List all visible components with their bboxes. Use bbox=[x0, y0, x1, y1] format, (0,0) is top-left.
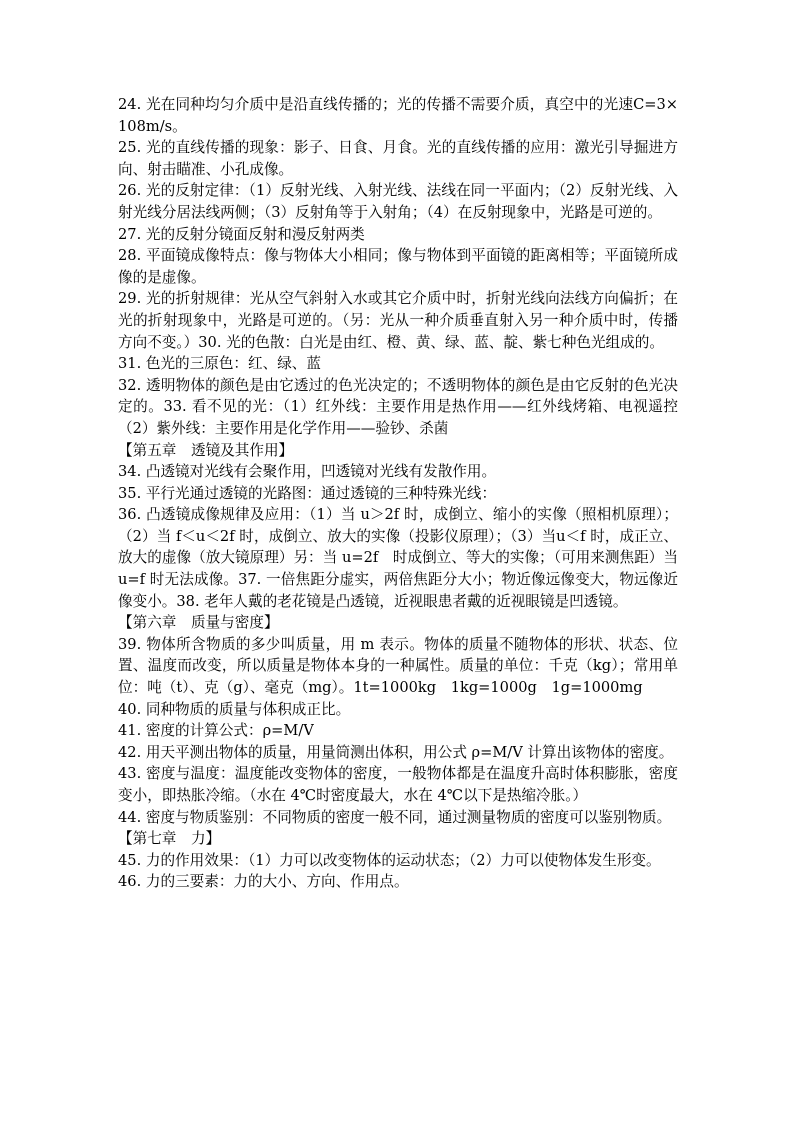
paragraph-26: 26. 光的反射定律：（1）反射光线、入射光线、法线在同一平面内；（2）反射光线、入射光线分居法线两侧；（3）反射角等于入射角；（4）在反射现象中，光路是可逆的。 bbox=[118, 182, 678, 221]
chapter-heading-7: 【第七章 力】 bbox=[118, 830, 221, 848]
paragraph-41: 41. 密度的计算公式：ρ=M/V bbox=[118, 722, 314, 740]
paragraph-35: 35. 平行光通过透镜的光路图：通过透镜的三种特殊光线： bbox=[118, 484, 497, 502]
paragraph-36-38: 36. 凸透镜成像规律及应用：（1）当 u＞2f 时，成倒立、缩小的实像（照相机原理）；（2）当 f＜u＜2f 时，成倒立、放大的实像（投影仪原理）；（3）当u＜f 时，成正立、放大的虚像（放大镜原理）另：当 u=2f 时成倒立、等大的实像；（可用来测焦距）当 u=f 时无法成像。37. 一倍焦距分虚实，两倍焦距分大小；物近像远像变大，物远像近像变小。38. 老年人戴的老花镜是凸透镜，近视眼患者戴的近视眼镜是凹透镜。 bbox=[118, 506, 678, 610]
paragraph-46: 46. 力的三要素：力的大小、方向、作用点。 bbox=[118, 873, 409, 891]
paragraph-43: 43. 密度与温度：温度能改变物体的密度，一般物体都是在温度升高时体积膨胀，密度变小，即热胀冷缩。（水在 4℃时密度最大，水在 4℃以下是热缩冷胀。） bbox=[118, 765, 678, 804]
paragraph-25: 25. 光的直线传播的现象：影子、日食、月食。光的直线传播的应用：激光引导掘进方向、射击瞄准、小孔成像。 bbox=[118, 139, 678, 178]
paragraph-45: 45. 力的作用效果：（1）力可以改变物体的运动状态；（2）力可以使物体发生形变。 bbox=[118, 851, 661, 869]
paragraph-29-30: 29. 光的折射规律：光从空气斜射入水或其它介质中时，折射光线向法线方向偏折；在光的折射现象中，光路是可逆的。（另：光从一种介质垂直射入另一种介质中时，传播方向不变。）30. 光的色散：白光是由红、橙、黄、绿、蓝、靛、紫七种色光组成的。 bbox=[118, 290, 678, 351]
paragraph-42: 42. 用天平测出物体的质量，用量筒测出体积，用公式 ρ=M/V 计算出该物体的密度。 bbox=[118, 743, 674, 761]
chapter-heading-5: 【第五章 透镜及其作用】 bbox=[118, 441, 294, 459]
paragraph-34: 34. 凸透镜对光线有会聚作用，凹透镜对光线有发散作用。 bbox=[118, 463, 497, 481]
paragraph-24: 24. 光在同种均匀介质中是沿直线传播的；光的传播不需要介质，真空中的光速C=3×108m/s。 bbox=[118, 96, 678, 135]
paragraph-32-33: 32. 透明物体的颜色是由它透过的色光决定的；不透明物体的颜色是由它反射的色光决定的。33. 看不见的光：（1）红外线：主要作用是热作用——红外线烤箱、电视遥控（2）紫外线：主要作用是化学作用——验钞、杀菌 bbox=[118, 376, 678, 437]
paragraph-31: 31. 色光的三原色：红、绿、蓝 bbox=[118, 355, 321, 373]
paragraph-44: 44. 密度与物质鉴别：不同物质的密度一般不同，通过测量物质的密度可以鉴别物质。 bbox=[118, 808, 672, 826]
paragraph-28: 28. 平面镜成像特点：像与物体大小相同；像与物体到平面镜的距离相等；平面镜所成像的是虚像。 bbox=[118, 247, 678, 286]
paragraph-27: 27. 光的反射分镜面反射和漫反射两类 bbox=[118, 225, 365, 243]
paragraph-39: 39. 物体所含物质的多少叫质量，用 m 表示。物体的质量不随物体的形状、状态、位置、温度而改变，所以质量是物体本身的一种属性。质量的单位：千克（kg）；常用单位：吨（t）、克（g）、毫克（mg）。1t=1000kg 1kg=1000g 1g=1000mg bbox=[118, 635, 678, 697]
document-page bbox=[118, 94, 678, 893]
chapter-heading-6: 【第六章 质量与密度】 bbox=[118, 614, 279, 632]
paragraph-40: 40. 同种物质的质量与体积成正比。 bbox=[118, 700, 351, 718]
